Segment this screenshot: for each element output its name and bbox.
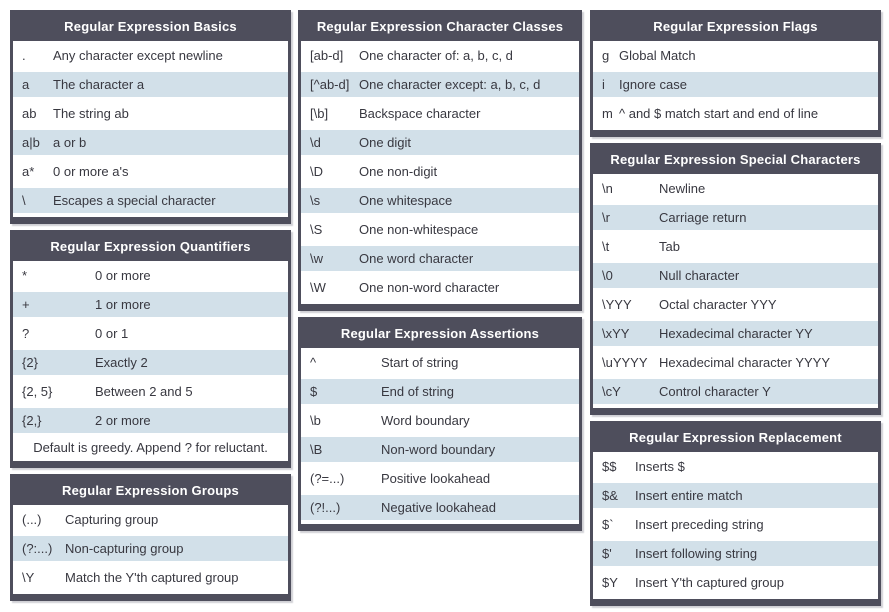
table-row (13, 101, 288, 126)
pattern-cell: {2, 5} (22, 384, 53, 399)
table-row (301, 43, 579, 68)
card-title-flags: Regular Expression Flags (593, 13, 878, 41)
pattern-cell: [ab-d] (310, 48, 344, 63)
pattern-cell: \B (310, 442, 323, 457)
pattern-cell: a (22, 77, 30, 92)
pattern-cell: \d (310, 135, 321, 150)
pattern-cell: $ (310, 384, 318, 399)
description-cell: 0 or more a's (53, 164, 129, 179)
table-row (301, 275, 579, 300)
table-row (301, 101, 579, 126)
card-rows-special-characters (593, 174, 878, 404)
table-row (301, 495, 579, 520)
description-cell: Backspace character (359, 106, 481, 121)
pattern-cell: (...) (22, 512, 42, 527)
description-cell: Control character Y (659, 384, 771, 399)
pattern-cell: ^ (310, 355, 317, 370)
table-row (301, 217, 579, 242)
description-cell: Hexadecimal character YY (659, 326, 813, 341)
table-row (13, 43, 288, 68)
description-cell: Exactly 2 (95, 355, 148, 370)
description-cell: One word character (359, 251, 474, 266)
description-cell: One character except: a, b, c, d (359, 77, 541, 92)
description-cell: Hexadecimal character YYYY (659, 355, 831, 370)
table-row (13, 321, 288, 346)
pattern-cell: \s (310, 193, 321, 208)
table-row (13, 536, 288, 561)
card-regex-replacement (590, 421, 881, 606)
pattern-cell: \0 (602, 268, 613, 283)
description-cell: Newline (659, 181, 706, 196)
pattern-cell: a* (22, 164, 35, 179)
description-cell: Non-capturing group (65, 541, 184, 556)
description-cell: One non-digit (359, 164, 438, 179)
description-cell: Any character except newline (53, 48, 223, 63)
description-cell: Between 2 and 5 (95, 384, 193, 399)
pattern-cell: + (22, 297, 30, 312)
description-cell: Negative lookahead (381, 500, 496, 515)
description-cell: Word boundary (381, 413, 470, 428)
pattern-cell: $` (602, 517, 614, 532)
pattern-cell: i (602, 77, 605, 92)
pattern-cell: \uYYYY (602, 355, 648, 370)
pattern-cell: $' (602, 546, 612, 561)
description-cell: The string ab (53, 106, 129, 121)
card-title-quantifiers: Regular Expression Quantifiers (13, 233, 288, 261)
table-row (593, 512, 878, 537)
description-cell: Inserts $ (635, 459, 685, 474)
card-title-assertions: Regular Expression Assertions (301, 320, 579, 348)
table-row (13, 379, 288, 404)
card-rows-replacement (593, 452, 878, 595)
table-row (301, 246, 579, 271)
description-cell: Capturing group (65, 512, 159, 527)
description-cell: End of string (381, 384, 454, 399)
card-regex-basics (10, 10, 291, 224)
card-title-special-characters: Regular Expression Special Characters (593, 146, 878, 174)
description-cell: Non-word boundary (381, 442, 496, 457)
pattern-cell: g (602, 48, 610, 63)
table-row (13, 130, 288, 155)
description-cell: Start of string (381, 355, 459, 370)
table-row (301, 350, 579, 375)
description-cell: Ignore case (619, 77, 687, 92)
description-cell: 0 or more (95, 268, 151, 283)
description-cell: Global Match (619, 48, 696, 63)
pattern-cell: \w (310, 251, 323, 266)
description-cell: Tab (659, 239, 680, 254)
description-cell: The character a (53, 77, 145, 92)
table-row (301, 437, 579, 462)
card-title-groups: Regular Expression Groups (13, 477, 288, 505)
pattern-cell: \Y (22, 570, 35, 585)
description-cell: 0 or 1 (95, 326, 129, 341)
table-row (593, 263, 878, 288)
table-row (13, 408, 288, 433)
quantifiers-footnote: Default is greedy. Append ? for reluctant. (13, 437, 288, 461)
table-row (593, 350, 878, 375)
table-row (593, 483, 878, 508)
card-regex-flags (590, 10, 881, 137)
description-cell: One digit (359, 135, 412, 150)
table-row (13, 263, 288, 288)
table-row (13, 188, 288, 213)
table-row (593, 454, 878, 479)
table-row (593, 176, 878, 201)
pattern-cell: (?:...) (22, 541, 53, 556)
description-cell: One whitespace (359, 193, 453, 208)
table-row (13, 507, 288, 532)
table-row (593, 72, 878, 97)
table-row (593, 292, 878, 317)
pattern-cell: {2,} (22, 413, 42, 428)
card-regex-assertions (298, 317, 582, 531)
table-row (593, 234, 878, 259)
table-row (301, 188, 579, 213)
table-row (593, 205, 878, 230)
description-cell: a or b (53, 135, 87, 150)
column-left (10, 10, 291, 607)
table-row (593, 379, 878, 404)
card-regex-quantifiers (10, 230, 291, 468)
description-cell: Carriage return (659, 210, 747, 225)
card-rows-quantifiers (13, 261, 288, 433)
description-cell: Insert entire match (635, 488, 743, 503)
pattern-cell: $Y (602, 575, 618, 590)
table-row (301, 130, 579, 155)
table-row (13, 72, 288, 97)
table-row (593, 570, 878, 595)
pattern-cell: a|b (22, 135, 40, 150)
column-middle (298, 10, 582, 537)
pattern-cell: {2} (22, 355, 38, 370)
card-regex-groups (10, 474, 291, 601)
card-regex-character-classes (298, 10, 582, 311)
pattern-cell: \b (310, 413, 321, 428)
pattern-cell: m (602, 106, 613, 121)
card-rows-basics (13, 41, 288, 213)
pattern-cell: \t (602, 239, 610, 254)
table-row (301, 159, 579, 184)
description-cell: One character of: a, b, c, d (359, 48, 513, 63)
table-row (301, 379, 579, 404)
description-cell: Positive lookahead (381, 471, 491, 486)
description-cell: One non-word character (359, 280, 500, 295)
table-row (301, 72, 579, 97)
pattern-cell: \r (602, 210, 610, 225)
description-cell: ^ and $ match start and end of line (619, 106, 819, 121)
pattern-cell: (?=...) (310, 471, 345, 486)
pattern-cell: \ (22, 193, 26, 208)
pattern-cell: \D (310, 164, 323, 179)
pattern-cell: . (22, 48, 26, 63)
table-row (13, 159, 288, 184)
description-cell: 2 or more (95, 413, 151, 428)
table-row (593, 43, 878, 68)
column-right (590, 10, 881, 612)
description-cell: Escapes a special character (53, 193, 216, 208)
card-rows-flags (593, 41, 878, 126)
pattern-cell: (?!...) (310, 500, 341, 515)
card-rows-groups (13, 505, 288, 590)
card-rows-assertions (301, 348, 579, 520)
pattern-cell: ? (22, 326, 30, 341)
description-cell: One non-whitespace (359, 222, 479, 237)
description-cell: Insert following string (635, 546, 758, 561)
table-row (301, 408, 579, 433)
table-row (13, 292, 288, 317)
card-regex-special-characters (590, 143, 881, 415)
pattern-cell: \S (310, 222, 323, 237)
table-row (593, 541, 878, 566)
card-rows-character-classes (301, 41, 579, 300)
pattern-cell: \xYY (602, 326, 630, 341)
table-row (593, 101, 878, 126)
pattern-cell: [\b] (310, 106, 329, 121)
pattern-cell: \n (602, 181, 613, 196)
description-cell: Null character (659, 268, 740, 283)
table-row (593, 321, 878, 346)
description-cell: Octal character YYY (659, 297, 777, 312)
pattern-cell: \cY (602, 384, 621, 399)
pattern-cell: $& (602, 488, 618, 503)
pattern-cell: * (22, 268, 28, 283)
card-title-replacement: Regular Expression Replacement (593, 424, 878, 452)
pattern-cell: $$ (602, 459, 617, 474)
pattern-cell: ab (22, 106, 37, 121)
card-title-basics: Regular Expression Basics (13, 13, 288, 41)
description-cell: 1 or more (95, 297, 151, 312)
table-row (301, 466, 579, 491)
description-cell: Insert preceding string (635, 517, 764, 532)
table-row (13, 565, 288, 590)
description-cell: Insert Y'th captured group (635, 575, 784, 590)
table-row (13, 350, 288, 375)
card-title-character-classes: Regular Expression Character Classes (301, 13, 579, 41)
pattern-cell: [^ab-d] (310, 77, 350, 92)
description-cell: Match the Y'th captured group (65, 570, 239, 585)
pattern-cell: \YYY (602, 297, 632, 312)
pattern-cell: \W (310, 280, 326, 295)
